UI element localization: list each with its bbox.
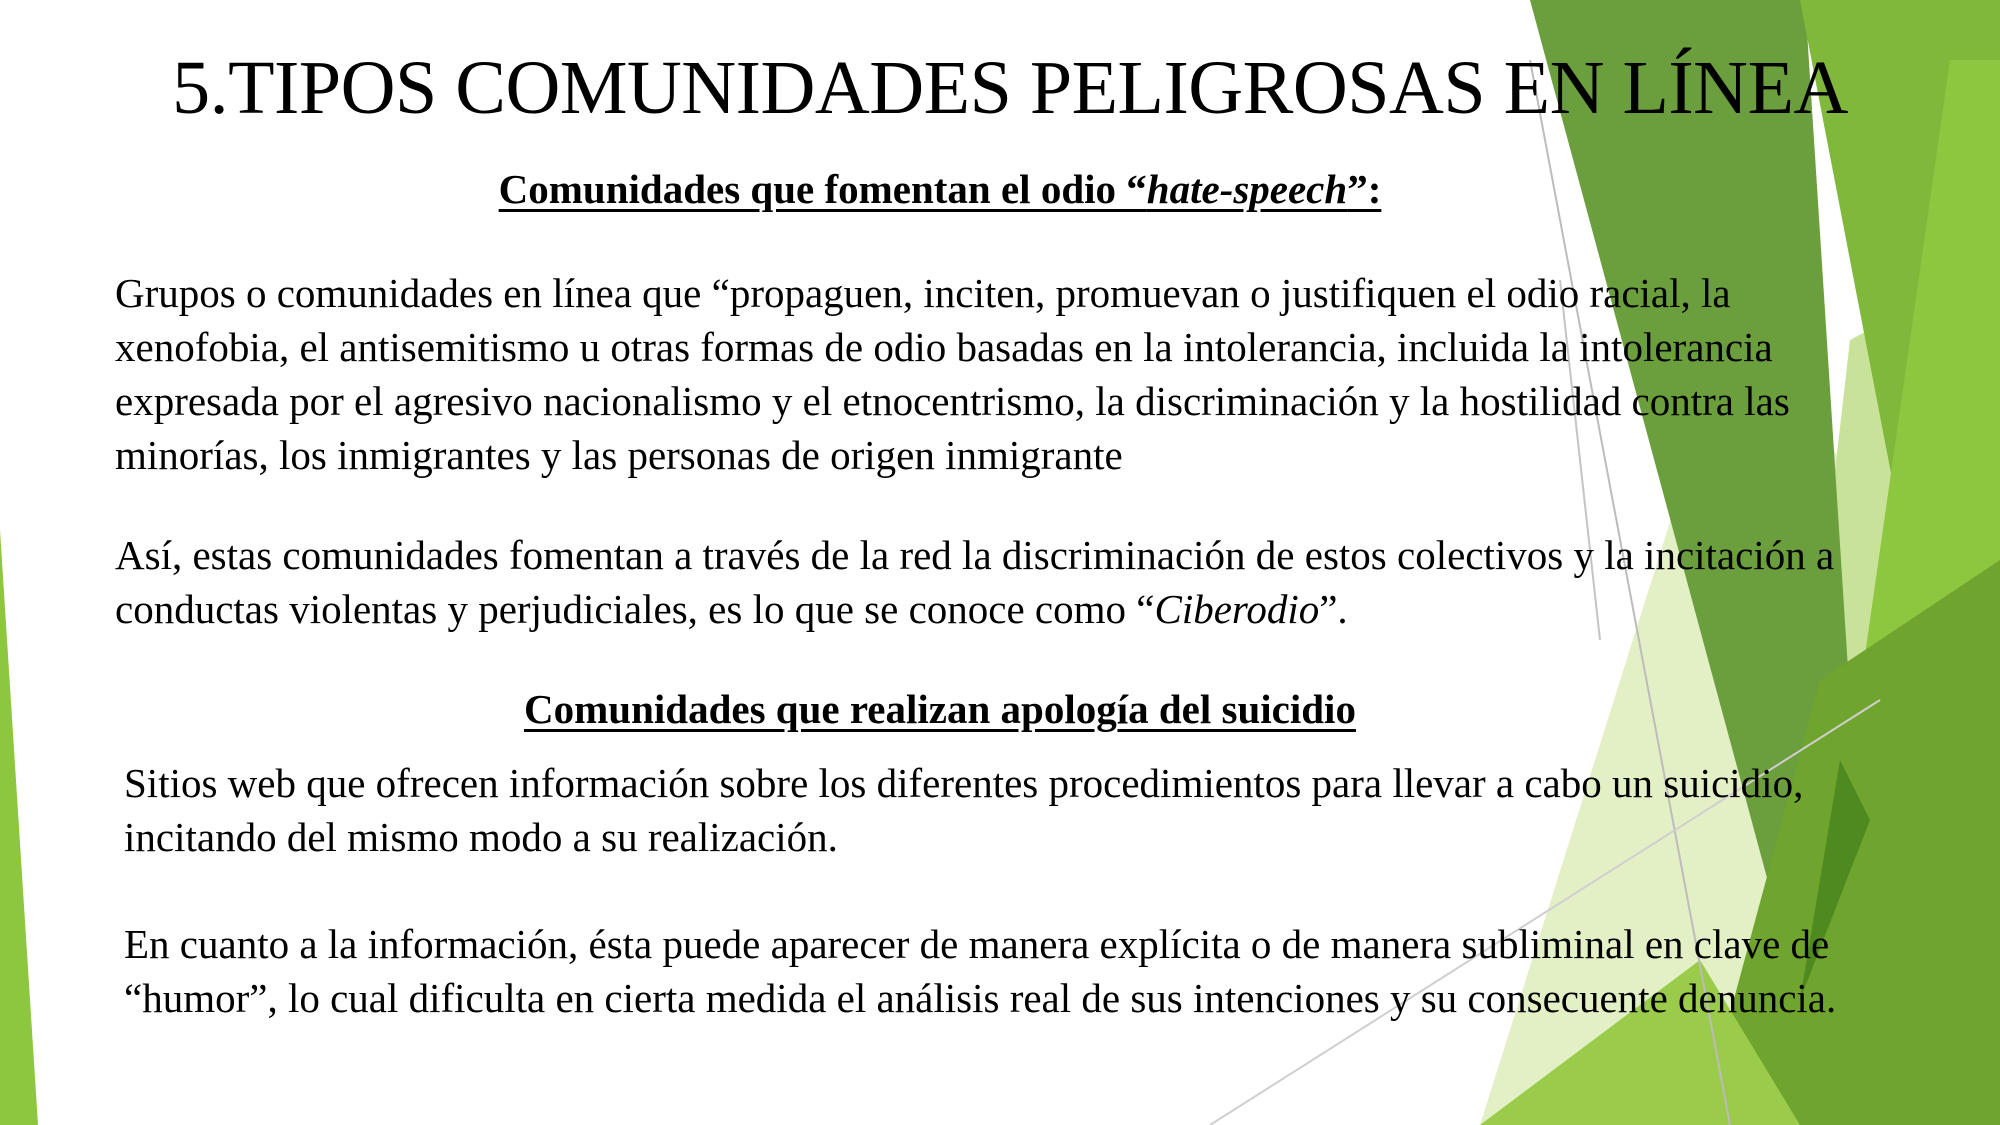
hate-speech-heading-term: hate-speech: [1146, 166, 1348, 212]
ciberodio-paragraph-prefix: Así, estas comunidades fomentan a través de la red la discriminación de estos colectivos y la incitación a conductas violentas y perjudiciales, es lo que se conoce como “: [115, 532, 1835, 632]
ciberodio-term: Ciberodio: [1154, 586, 1320, 632]
suicide-information-paragraph: En cuanto a la información, ésta puede aparecer de manera explícita o de manera subliminal en clave de “humor”, lo cual dificulta en cierta medida el análisis real de sus intenciones y su consecuente denuncia.: [124, 921, 1837, 1021]
hate-speech-definition: Grupos o comunidades en línea que “propaguen, inciten, promuevan o justifiquen el odio racial, la xenofobia, el antisemitismo u otras formas de odio basadas en la intolerancia, incluida la intolerancia expresada por el agresivo nacionalismo y el etnocentrismo, la discriminación y la hostilidad contra las minorías, los inmigrantes y las personas de origen inmigrante: [115, 270, 1790, 478]
slide-title: 5.TIPOS COMUNIDADES PELIGROSAS EN LÍNEA: [172, 46, 1848, 130]
suicide-sites-paragraph: Sitios web que ofrecen información sobre los diferentes procedimientos para llevar a cabo un suicidio, incitando del mismo modo a su realización.: [124, 760, 1804, 860]
ciberodio-paragraph: [115, 528, 1875, 636]
hate-speech-heading: [130, 162, 1750, 216]
hate-speech-heading-suffix: ”:: [1347, 166, 1382, 212]
ciberodio-paragraph-suffix: ”.: [1319, 586, 1348, 632]
hate-speech-heading-prefix: Comunidades que fomentan el odio “: [498, 166, 1147, 212]
suicide-apology-heading: Comunidades que realizan apología del suicidio: [524, 686, 1356, 732]
